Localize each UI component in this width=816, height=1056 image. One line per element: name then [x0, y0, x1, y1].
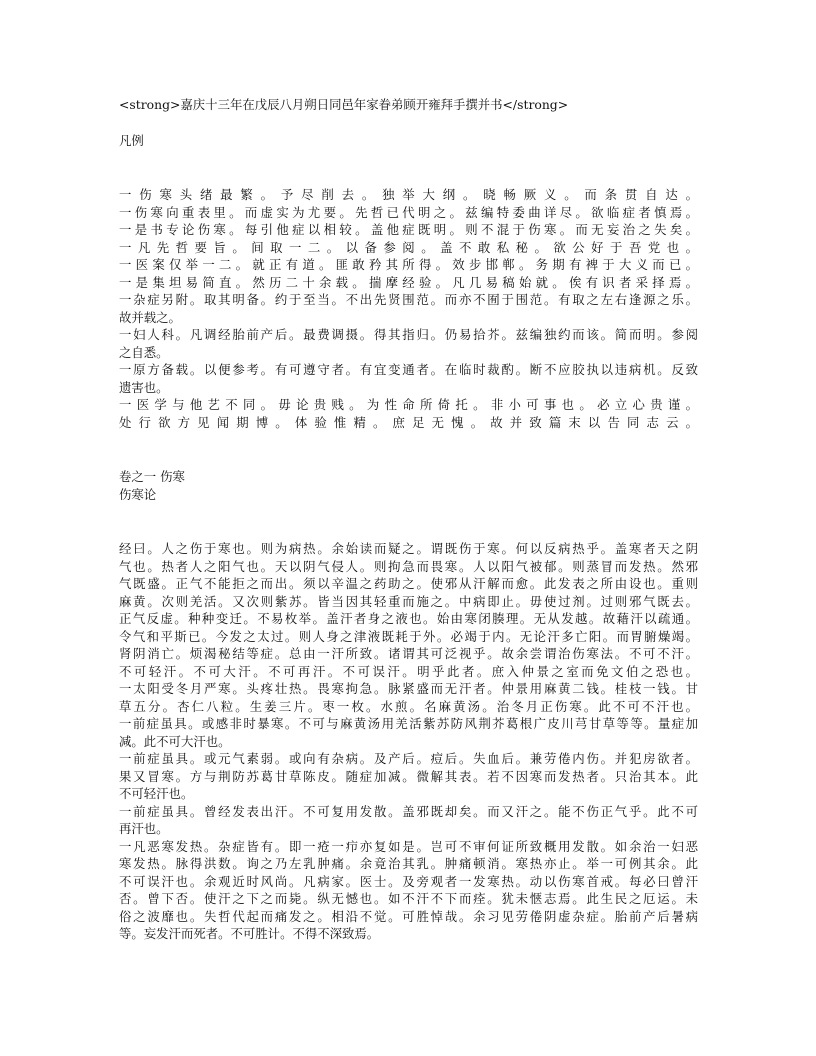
fanli-line: 一是书专论伤寒。每引他症以相较。盖他症既明。则不混于伤寒。而无妄治之失矣。 — [119, 222, 698, 237]
volume-title: 卷之一 伤寒 — [119, 469, 185, 484]
fanli-line: 一医学与他艺不同。毋论贵贱。为性命所倚托。非小可事也。必立心贵谨。 — [119, 397, 698, 412]
body-line: 气既盛。正气不能拒之而出。须以辛温之药助之。使邪从汗解而愈。此发表之所由设也。重则 — [119, 576, 698, 591]
fanli-line: 一妇人科。凡调经胎前产后。最费调摄。得其指归。仍易拾芥。兹编独约而该。简而明。参阅 — [119, 327, 698, 342]
body-line: 寒发热。脉得洪数。询之乃左乳肿痛。余竟治其乳。肿痛顿消。寒热亦止。举一可例其余。此 — [119, 856, 698, 871]
body-line: 一前症虽具。或元气素弱。或向有杂病。及产后。痘后。失血后。兼劳倦内伤。并犯房欲者。 — [119, 751, 698, 766]
body-line: 果又冒寒。方与荆防苏葛甘草陈皮。随症加减。微解其表。若不因寒而发热者。只治其本。此 — [119, 768, 698, 784]
body-line: 否。曾下否。使汗之下之而毙。纵无憾也。如不汗不下而痊。犹未惬志焉。此生民之厄运。未 — [119, 891, 698, 906]
body-line: 减。此不可大汗也。 — [119, 733, 231, 749]
body-line: 不可误汗也。余观近时风尚。凡病家。医士。及旁观者一发寒热。动以伤寒首戒。每必曰曾汗 — [119, 873, 698, 889]
body-line: 一前症虽具。曾经发表出汗。不可复用发散。盖邪既却矣。而又汗之。能不伤正气乎。此不可 — [119, 803, 698, 819]
fanli-line: 一原方备载。以便参考。有可遵守者。有宜变通者。在临时裁酌。断不应胶执以违病机。反致 — [119, 362, 698, 377]
fanli-line: 一凡先哲要旨。间取一二。以备参阅。盖不敢私秘。欲公好于吾党也。 — [119, 239, 698, 255]
fanli-line: 之自悉。 — [119, 344, 169, 360]
fanli-heading: 凡例 — [119, 133, 144, 148]
body-line: 正气反虚。种种变迁。不易枚举。盖汗者身之液也。始由寒闭腠理。无从发越。故藉汗以疏通。 — [119, 611, 698, 626]
fanli-line: 故并载之。 — [119, 309, 181, 325]
fanli-line: 遗害也。 — [119, 379, 169, 395]
body-line: 不可轻汗也。 — [119, 786, 194, 801]
fanli-line: 一伤寒向重表里。而虚实为尤要。先哲已代明之。兹编特委曲详尽。欲临症者慎焉。 — [119, 204, 698, 220]
fanli-line: 一杂症另附。取其明备。约于至当。不出先贤围范。而亦不囿于围范。有取之左右逢源之乐。 — [119, 292, 698, 307]
body-line: 俗之波靡也。失哲代起而痛发之。相沿不觉。可胜悼哉。余习见劳倦阴虚杂症。胎前产后暑病 — [119, 908, 698, 924]
body-line: 等。妄发汗而死者。不可胜计。不得不深致焉。 — [119, 926, 380, 941]
fanli-line: 一是集坦易简直。然历二十余载。揣摩经验。凡几易稿始就。俟有识者采择焉。 — [119, 274, 698, 290]
body-line: 肾阴消亡。烦渴秘结等症。总由一汗所致。诸谓其可泛视乎。故余尝谓治伤寒法。不可不汗。 — [119, 646, 698, 661]
body-line: 草五分。杏仁八粒。生姜三片。枣一枚。水煎。名麻黄汤。治冬月正伤寒。此不可不汗也。 — [119, 698, 698, 714]
body-line: 再汗也。 — [119, 821, 169, 836]
volume-subtitle: 伤寒论 — [119, 486, 157, 502]
fanli-line: 处行欲方见闻期博。体验惟精。庶足无愧。故并致篇末以告同志云。 — [119, 414, 698, 430]
fanli-line: 一医案仅举一二。就正有道。匪敢矜其所得。效步邯郸。务期有裨于大义而已。 — [119, 257, 698, 272]
body-line: 气也。热者人之阳气也。天以阴气侵人。则拘急而畏寒。人以阳气被郁。则蒸冒而发热。然邪 — [119, 558, 698, 574]
preface-signature: <strong>嘉庆十三年在戊辰八月朔日同邑年家眷弟顾开雍拜手撰并书</strong> — [119, 97, 569, 112]
body-line: 经曰。人之伤于寒也。则为病热。余始读而疑之。谓既伤于寒。何以反病热乎。盖寒者天之阴 — [119, 541, 698, 556]
body-line: 不可轻汗。不可大汗。不可再汗。不可误汗。明乎此者。庶入仲景之室而免文伯之恐也。 — [119, 663, 698, 679]
body-line: 令气和平斯已。今发之太过。则人身之津液既耗于外。必竭于内。无论汗多亡阳。而胃腑燥竭。 — [119, 628, 698, 644]
body-line: 麻黄。次则羌活。又次则紫苏。皆当因其轻重而施之。中病即止。毋使过剂。过则邪气既去。 — [119, 593, 698, 609]
fanli-line: 一伤寒头绪最繁。予尽削去。独举大纲。晓畅厥义。而条贯自达。 — [119, 187, 698, 202]
body-line: 一太阳受冬月严寒。头疼壮热。畏寒拘急。脉紧盛而无汗者。仲景用麻黄二钱。桂枝一钱。甘 — [119, 681, 698, 696]
body-line: 一凡恶寒发热。杂症皆有。即一疮一疖亦复如是。岂可不审何证所致概用发散。如余治一妇恶 — [119, 838, 698, 854]
body-line: 一前症虽具。或感非时暴寒。不可与麻黄汤用羌活紫苏防风荆芥葛根广皮川芎甘草等等。量症加 — [119, 716, 698, 731]
